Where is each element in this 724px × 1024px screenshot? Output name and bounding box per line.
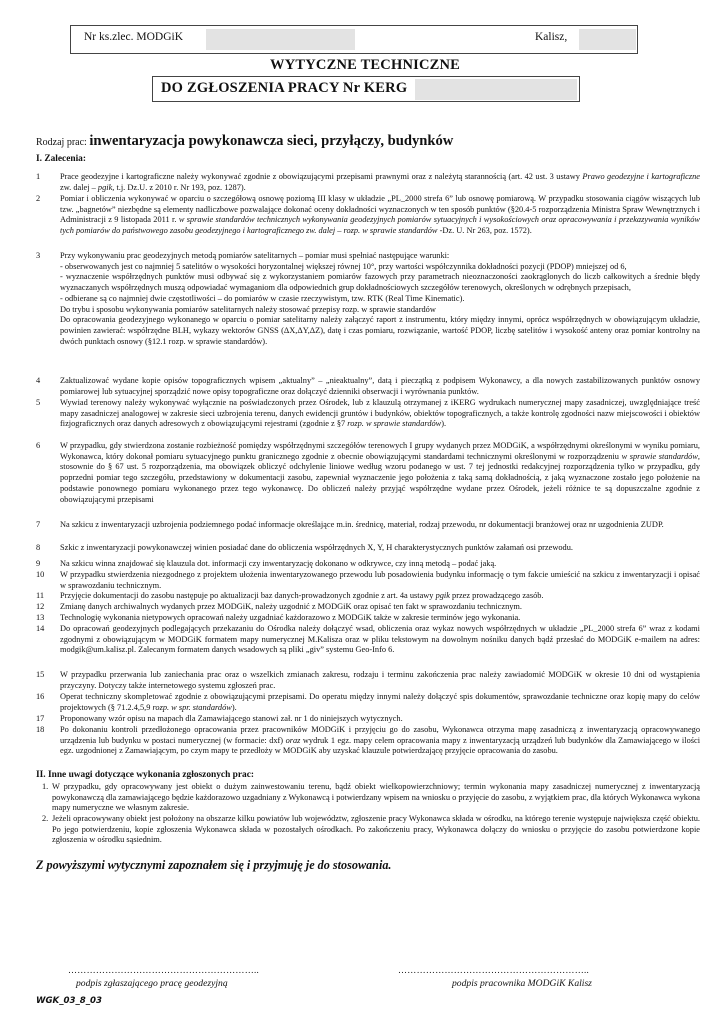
remark-1: 1. W przypadku, gdy opracowywany jest obiekt o dużym zainwestowaniu terenu, bądź obiekt wielkopowierzchniowy; termin wykonania mapy zasadniczej numerycznej z inwentaryzacją powykonawczą dla zamawiającego będzie każdorazowo uzgadniany z Wykonawcą i potwierdzany wpisem na wniosku o przyjęcie do zasobu, z wyjątkiem prac, dla których Wykonawca wykona mapy numeryczne we własnym zakresie.	[42, 782, 700, 813]
recommendation-7: 7 Na szkicu z inwentaryzacji uzbrojenia podziemnego podać informacje określające m.in. średnicę, materiał, rodzaj przewodu, nr dokumentacji branżowej oraz nr uzgodnienia ZUDP.	[36, 520, 664, 529]
recommendation-1: 1 Prace geodezyjne i kartograficzne należy wykonywać zgodnie z obowiązującymi przepisami prawnymi oraz z należytą starannością (art. 42 ust. 3 ustawy Prawo geodezyjne i kartograficzne zw. dalej – pgik, t.j. Dz.U. z 2010 r. Nr 193, poz. 1287).	[36, 172, 700, 192]
recommendation-2: 2 Pomiar i obliczenia wykonywać w oparciu o szczegółową osnowę poziomą III klasy w układzie „PL_2000 strefa 6” lub osnowę pomiarową. W przypadku stosowania ciągów wiszących lub tzw. „bagnetów” niezbędne są elementy nadliczbowe pozwalające dokonać oceny dokładności wyznaczonych w ten sposób punktów (§20.4-5 rozporządzenia Ministra Spraw Wewnętrznych i Administracji z 9 listopada 2011 r. w sprawie standardów technicznych wykonywania geodezyjnych pomiarów sytuacyjnych i wysokościowych oraz opracowywania i przekazywania wyników tych pomiarów do państwowego zasobu geodezyjnego i kartograficznego zw. dalej – rozp. w sprawie standardów -Dz. U. Nr 263, poz. 1572).	[36, 194, 700, 236]
section-1-heading: I. Zalecenia:	[36, 154, 86, 164]
signature-line-right: ……………………………………………………..	[398, 965, 590, 975]
order-number-label: Nr ks.zlec. MODGiK	[84, 31, 184, 43]
recommendation-14: 14 Do opracowań geodezyjnych podlegających przekazaniu do Ośrodka należy dołączyć wsad, obliczenia oraz wykaz nowych współrzędnych w układzie „PL_2000 strefa 6” wraz z kodami zgodnymi z obowiązującym w MODGiK formatem mapy numerycznej M.Kalisza oraz w pliku tekstowym na dowolnym nośniku danych bądź przesłać do MODGiK e-mailem na adres: modgik@um.kalisz.pl. Zalecanym formatem danych wsadowych są pliki „giv” systemu Geo-Info 6.	[36, 624, 700, 655]
recommendation-15: 15 W przypadku przerwania lub zaniechania prac oraz o wszelkich zmianach zakresu, rodzaju i terminu zakończenia prac należy zawiadomić MODGiK w okresie 10 dni od wystąpienia przyczyny. Dotyczy także internetowego systemu zgłoszeń prac.	[36, 670, 700, 690]
recommendation-11: 11 Przyjęcie dokumentacji do zasobu następuje po aktualizacji baz danych-prowadzonych zgodnie z art. 4a ustawy pgik przez prowadzącego zasób.	[36, 591, 544, 600]
date-field[interactable]	[579, 29, 636, 50]
recommendation-16: 16 Operat techniczny skompletować zgodnie z obowiązującymi przepisami. Do operatu między innymi należy dołączyć spis dokumentów, sprawozdanie techniczne oraz kopię mapy do celów projektowych (§ 71.2.4,5,9 rozp. w spr. standardów).	[36, 692, 700, 712]
recommendation-17: 17 Proponowany wzór opisu na mapach dla Zamawiającego stanowi zał. nr 1 do niniejszych wytycznych.	[36, 714, 403, 723]
recommendation-10: 10 W przypadku stwierdzenia niezgodnego z projektem ułożenia inwentaryzowanego przewodu lub posadowienia budynku informację o tym fakcie umieścić na szkicu z inwentaryzacji i opisać w sprawozdaniu technicznym.	[36, 570, 700, 590]
recommendation-5: 5 Wywiad terenowy należy wykonywać wyłącznie na poświadczonych przez Ośrodek, lub z klauzulą otrzymanej z iKERG wydrukach numerycznej mapy zasadniczej, uwzględniające treść mapy zasadniczej analogowej w zakresie sieci uzbrojenia terenu, danych ewidencji gruntów i budynków, obiektów topograficznych, a także kontrolę zgodności nazw miejscowości i obiektów fizjograficznych oraz danych adresowych z obowiązującymi rejestrami (zgodnie z §7 rozp. w sprawie standardów).	[36, 398, 700, 429]
recommendation-8: 8 Szkic z inwentaryzacji powykonawczej winien posiadać dane do obliczenia współrzędnych X, Y, H charakterystycznych punktów załamań osi przewodu.	[36, 543, 573, 552]
place-label: Kalisz,	[535, 31, 568, 43]
recommendation-9: 9 Na szkicu winna znajdować się klauzula dot. informacji czy inwentaryzację dokonano w odkrywce, czy inną metodą – podać jaką.	[36, 559, 497, 568]
kerg-number-field[interactable]	[415, 79, 577, 100]
recommendation-6: 6 W przypadku, gdy stwierdzona zostanie rozbieżność pomiędzy współrzędnymi szczegółów terenowych I grupy wydanych przez MODGiK, a współrzędnymi określonymi w wyniku pomiaru, Wykonawca, który dokonał pomiaru sytuacyjnego punktu granicznego zgodnie z obecnie obowiązującymi standardami technicznymi określonymi w rozporządzeniu w sprawie standardów, stosownie do § 67 ust. 5 rozporządzenia, ma obowiązek obliczyć odchylenie liniowe według wzoru podanego w ust. 7 tej jednostki redakcyjnej rozporządzenia tylko w przypadku, gdy poprzedni pomiar tego szczegółu, przedstawiony w dokumentacji zasobu, zapewniał wyznaczenie jego położenia z taką samą dokładnością, z jaką wyznaczone zostało jego położenie na podstawie ponownego pomiaru wykonanego przez tego wykonawcę. Do obliczeń należy przyjąć współrzędne wydane przez Ośrodek, jeżeli różnice te są dopuszczalne zgodnie z obowiązującymi przepisami	[36, 441, 700, 504]
signature-caption-left: podpis zgłaszającego pracę geodezyjną	[76, 978, 228, 989]
work-type-value: inwentaryzacja powykonawcza sieci, przyłączy, budynków	[89, 133, 454, 149]
work-type	[36, 133, 453, 150]
acceptance-statement: Z powyższymi wytycznymi zapoznałem się i przyjmuję je do stosowania.	[36, 858, 392, 872]
order-number-field[interactable]	[206, 29, 355, 50]
recommendation-12: 12 Zmianę danych archiwalnych wydanych przez MODGiK, należy uzgodnić z MODGiK oraz opisać ten fakt w sprawozdaniu technicznym.	[36, 602, 522, 611]
recommendation-3: 3 Przy wykonywaniu prac geodezyjnych metodą pomiarów satelitarnych – pomiar musi spełniać następujące warunki: - obserwowanych jest co najmniej 5 satelitów o wysokości horyzontalnej większej równej 10°, przy wartości współczynnika dokładności pozycji (PDOP) mniejszej od 6, - wyznaczenie współrzędnych punktów musi odbywać się z wykorzystaniem pomiarów fazowych przy parametrach nieoznaczoności zaokrąglonych do liczb całkowitych a średnie błędy wyznaczanych współrzędnych muszą odpowiadać wymaganiom dla odpowiednich grup dokładnościowych szczegółów terenowych, określonych w odrębnych przepisach, - odbierane są co najmniej dwie częstotliwości – do pomiarów w czasie rzeczywistym, tzw. RTK (Real Time Kinematic). Do trybu i sposobu wykonywania pomiarów satelitarnych należy stosować przepisy rozp. w sprawie standardów Do opracowania geodezyjnego wykonanego w oparciu o pomiar satelitarny należy załączyć raport z instrumentu, który między innymi, oprócz współrzędnych w obowiązującym układzie, powinien zawierać: współrzędne BLH, wykazy wektorów GNSS (ΔX,ΔY,ΔZ), datę i czas pomiaru, rozwiązanie, wartość PDOP, liczbę satelitów i wysokość anteny oraz pomiar kontrolny na dwóch punktach osnowy (§12.1 rozp. w sprawie standardów).	[36, 251, 700, 346]
recommendation-4: 4 Zaktualizować wydane kopie opisów topograficznych wpisem „aktualny” – „nieaktualny”, datą i pieczątką z podpisem Wykonawcy, a dla nowych zastabilizowanych punktów osnowy pomiarowej lub sytuacyjnej sporządzić nowe opisy topograficzne oraz dołączyć dzienniki obserwacji i wyrównania punktów.	[36, 376, 700, 396]
remark-2: 2. Jeżeli opracowywany obiekt jest położony na obszarze kilku powiatów lub województw, zgłoszenie pracy Wykonawca składa w ośrodku, na którego terenie występuje największa część obiektu. Po jego potwierdzeniu, kopie zgłoszenia Wykonawca składa w pozostałych ośrodkach. Po zakończeniu pracy, Wykonawca dołączy do wniosku o przyjęcie do zasobu potwierdzone kopie zgłoszenia w ośrodku sąsiednim.	[42, 814, 700, 845]
signature-caption-right: podpis pracownika MODGiK Kalisz	[452, 978, 592, 989]
work-type-label: Rodzaj prac:	[36, 137, 87, 148]
document-title: WYTYCZNE TECHNICZNE	[270, 57, 461, 73]
recommendation-18: 18 Po dokonaniu kontroli przedłożonego opracowania przez pracowników MODGiK i przyjęciu go do zasobu, Wykonawca otrzyma mapę zasadniczą z inwentaryzacją opracowywanego urządzenia lub budynku w postaci numerycznej (w formacie: dxf) oraz wydruk 1 egz. mapy celem opracowania mapy z inwentaryzacją urządzeń lub budynków dla Zamawiającego w ilości egz. uzgodnionej z Zamawiającym, po czym mapy te przedłoży w MODGiK aby uzyskać klauzule potwierdzającę przyjęcie opracowania do zasobu.	[36, 725, 701, 756]
kerg-title: DO ZGŁOSZENIA PRACY Nr KERG	[161, 80, 408, 96]
form-code: WGK_03_8_03	[36, 996, 102, 1006]
recommendation-13: 13 Technologię wykonania nietypowych opracowań należy uzgadniać każdorazowo z MODGiK także w zakresie terminów jego wykonania.	[36, 613, 521, 622]
signature-line-left: ……………………………………………………..	[68, 965, 260, 975]
section-2-heading: II. Inne uwagi dotyczące wykonania zgłoszonych prac:	[36, 770, 254, 780]
